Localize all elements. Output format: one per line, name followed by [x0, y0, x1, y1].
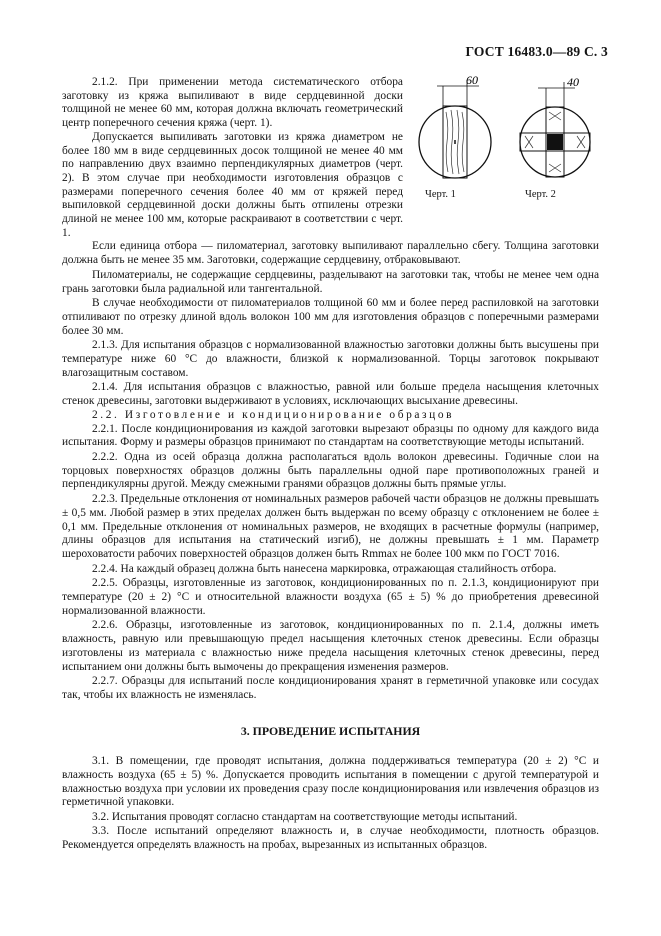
figure-2-dimension: 40 — [567, 76, 579, 89]
paragraph: 2.2.2. Одна из осей образца должна располагаться вдоль волокон древесины. Годичные слои на торцовых поверхностях образцов должны быть параллельны одной паре противоположных граней и перпендикулярны другой. Между смежными гранями образцов должны быть прямые углы. — [62, 450, 599, 491]
figures — [413, 76, 599, 216]
paragraph: 2.1.3. Для испытания образцов с нормализованной влажностью заготовки должны быть высушены при температуре ниже 60 °С до влажности, близкой к нормализованной. Торцы заготовок покрывают влагозащитным составом. — [62, 339, 599, 379]
figure-2-diagram — [513, 76, 597, 184]
paragraph: Если единица отбора — пиломатериал, заготовку выпиливают параллельно сбегу. Толщина заготовки должна быть не менее 35 мм. Заготовки, содержащие сердцевину, отбраковывают. — [62, 240, 599, 267]
paragraph: Пиломатериалы, не содержащие сердцевины, разделывают на заготовки так, чтобы не менее чем одна грань заготовки была радиальной или тангентальной. — [62, 268, 599, 295]
paragraph: В случае необходимости от пиломатериалов толщиной 60 мм и более перед распиловкой на заготовки отпиливают по отрезку длиной вдоль волокон 100 мм для изготовления образцов с поперечными размерами более 30 мм. — [62, 297, 599, 337]
page-header: ГОСТ 16483.0—89 С. 3 — [465, 44, 608, 59]
paragraph: 2.2.5. Образцы, изготовленные из заготовок, кондиционированных по п. 2.1.3, кондиционируют при температуре (20 ± 2) °С и относительной влажности воздуха (65 ± 5) % до приобретения древесиной нормализованной влажности. — [62, 577, 599, 617]
paragraph: Допускается выпиливать заготовки из кряжа диаметром не более 180 мм в виде сердцевинных досок толщиной не менее 40 мм по направлению двух взаимно перпендикулярных диаметров (черт. 2). В этом случае при необходимости изготовления образцов с размерами поперечного сечения более 40 мм от кряжей перед выпиловкой сердцевинной доски должны быть отпилены отрезки длиной не менее 100 мм, которые раскраивают в соответствии с черт. 1. — [62, 130, 403, 239]
paragraph: 2.1.4. Для испытания образцов с влажностью, равной или больше предела насыщения клеточных стенок древесины, заготовки выдерживают в условиях, исключающих высыхание древесины. — [62, 381, 599, 408]
paragraph: 3.3. После испытаний определяют влажность и, в случае необходимости, плотность образцов. Рекомендуется определять влажность на пробах, вырезанных из испытанных образцов. — [62, 824, 599, 851]
paragraph: 2.2.3. Предельные отклонения от номинальных размеров рабочей части образцов не должны превышать ± 0,5 мм. Любой размер в этих пределах должен быть выдержан по всему образцу с отклонением не более ± 0,1 мм. Предельные отклонения от номинальных размеров, не входящих в расчетные формулы (например, длины образцов для испытания на статический изгиб), не должны превышать ± 1 мм. Параметр шероховатости рабочих поверхностей образцов должен быть Rmmax не более 100 мкм по ГОСТ 7016. — [62, 493, 599, 560]
section-heading-3: 3. ПРОВЕДЕНИЕ ИСПЫТАНИЯ — [240, 723, 421, 738]
paragraph: 3.1. В помещении, где проводят испытания, должна поддерживаться температура (20 ± 2) °С и влажность воздуха (65 ± 5) %. Допускается проводить испытания в помещении с другой температурой и влажностью воздуха при условии их проведения сразу после кондиционирования или извлечения образцов из герметичной упаковки. — [62, 755, 599, 809]
paragraph: 2.1.2. При применении метода систематического отбора заготовку из кряжа выпиливают в виде сердцевинной доски толщиной не менее 60 мм, которая должна включать геометрический центр поперечного сечения кряжа (черт. 1). — [62, 76, 403, 130]
document-body — [62, 76, 599, 852]
paragraph: 2.2.6. Образцы, изготовленные из заготовок, кондиционированных по п. 2.1.4, должны иметь влажность, равную или превышающую предел насыщения клеточных стенок древесины. Если образцы изготовлены из материала с влажностью ниже предела насыщения клеточных стенок древесины, перед испытанием они должны быть вымочены до прекращения изменения размеров. — [62, 619, 599, 673]
section-heading-2-2: 2.2. Изготовление и кондиционирование образцов — [92, 408, 455, 421]
figure-2-caption: Черт. 2 — [525, 189, 556, 200]
figure-1-caption: Черт. 1 — [425, 189, 456, 200]
paragraph: 3.2. Испытания проводят согласно стандартам на соответствующие методы испытаний. — [92, 811, 518, 824]
paragraph: 2.2.4. На каждый образец должна быть нанесена маркировка, отражающая сталийность отбора. — [92, 562, 557, 575]
figure-1-diagram — [415, 76, 495, 184]
paragraph: 2.2.1. После кондиционирования из каждой заготовки вырезают образцы по одному для каждого вида испытания. Форму и размеры образцов принимают по стандартам на соответствующие методы испытаний. — [62, 422, 599, 449]
figure-1-dimension: 60 — [466, 76, 478, 87]
paragraph: 2.2.7. Образцы для испытаний после кондиционирования хранят в герметичной упаковке или сосудах так, чтобы их влажность не изменялась. — [62, 675, 599, 701]
